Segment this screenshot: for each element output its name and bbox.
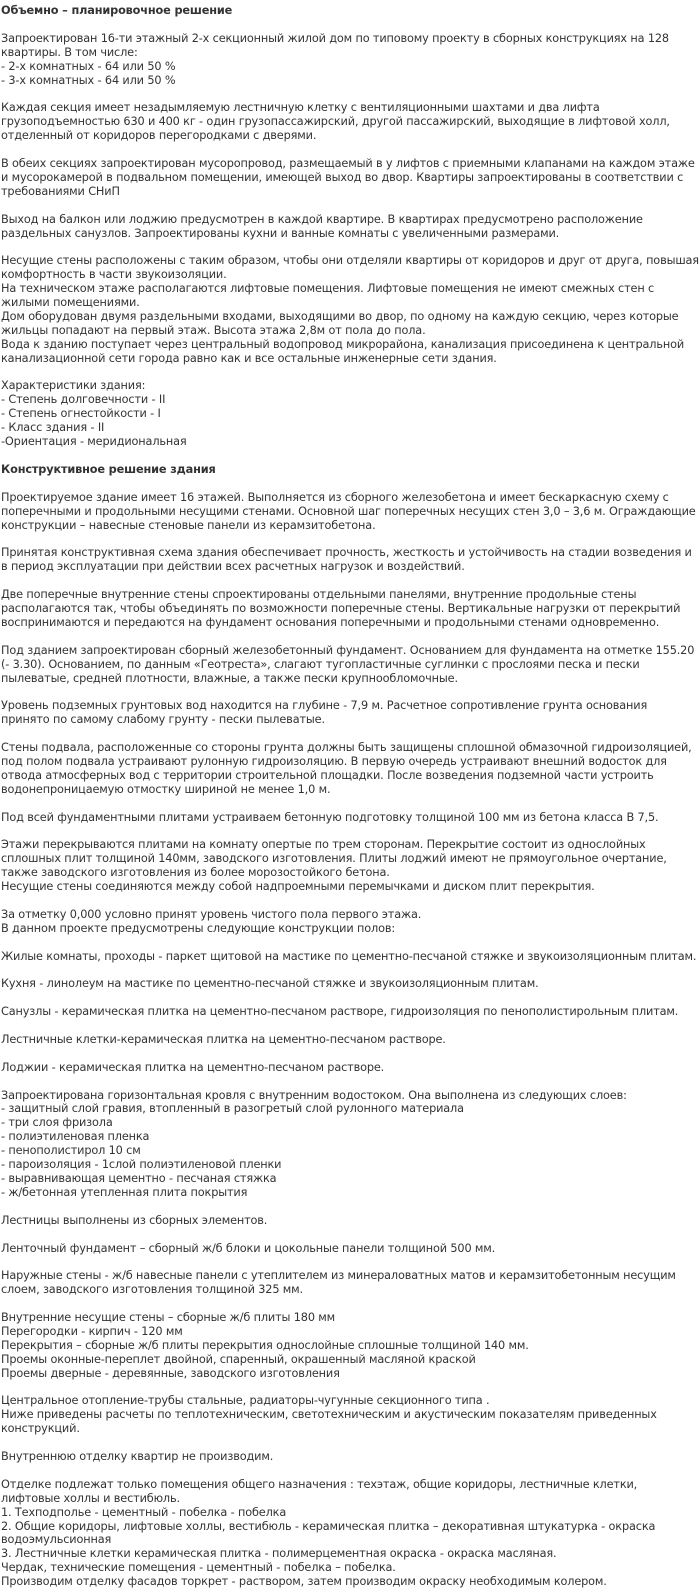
paragraph: Под всей фундаментными плитами устраиваем бетонную подготовку толщиной 100 мм из бетона класса В 7,5. [1,810,659,824]
paragraph: Центральное отопление-трубы стальные, радиаторы-чугунные секционного типа . Ниже приведены расчеты по теплотехническим, светотехническим и акустическим показателям приведенных конструкций. [1,1394,657,1436]
paragraph: Выход на балкон или лоджию предусмотрен в каждой квартире. В квартирах предусмотрено расположение раздельных санузлов. Запроектированы кухни и ванные комнаты с увеличенными размерами. [1,212,643,240]
floor-type-item: Лоджии - керамическая плитка на цементно-песчаном растворе. [1,1060,385,1074]
paragraph: Уровень подземных грунтовых вод находится на глубине - 7,9 м. Расчетное сопротивление грунта основания принято по самому слабому грунту - пески пылеватые. [1,699,648,727]
paragraph: Лестницы выполнены из сборных элементов. [1,1213,268,1227]
floor-type-item: Кухня - линолеум на мастике по цементно-песчаной стяжке и звукоизоляционным плитам. [1,977,539,991]
finishing-list: Отделке подлежат только помещения общего назначения : техэтаж, общие коридоры, лестничные клетки, лифтовые холлы и вестибюль. 1. Техподполье - цементный - побелка - побелка 2. Общие коридоры, лифтовые холлы, вестибюль - керамическая плитка – декоративная штукатурка - окраска водоэмульсионная 3. Лестничные клетки керамическая плитка - полимерцементная окраска - окраска масляная. Чердак, технические помещения - цементный - побелка – побелка. Производим отделку фасадов торкрет - раствором, затем производим окраску необходимым колером. [1,1477,656,1589]
paragraph: Ленточный фундамент – сборный ж/б блоки и цокольные панели толщиной 500 мм. [1,1241,496,1255]
paragraph: Запроектирован 16-ти этажный 2-х секционный жилой дом по типовому проекту в сборных конструкциях на 128 квартиры. В том числе: - 2-х комнатных - 64 или 50 % - 3-х комнатных - 64 или 50 % [1,31,669,87]
floor-type-item: Лестничные клетки-керамическая плитка на цементно-песчаном растворе. [1,1032,446,1046]
paragraph: За отметку 0,000 условно принят уровень чистого пола первого этажа. В данном проекте предусмотрены следующие конструкции полов: [1,907,422,935]
paragraph: Стены подвала, расположенные со стороны грунта должны быть защищены сплошной обмазочной гидроизоляцией, под полом подвала устраивают рулонную гидроизоляцию. В первую очередь устраивают внешний водосток для отвода атмосферных вод с территории строительной площадки. После возведения подземной части устроить водонепроницаемую отмостку шириной не менее 1,0 м. [1,741,692,796]
section-heading-planning: Объемно – планировочное решение [1,4,233,17]
paragraph: Внутреннюю отделку квартир не производим. [1,1450,274,1464]
paragraph: Этажи перекрываются плитами на комнату опертые по трем сторонам. Перекрытие состоит из однослойных сплошных плит толщиной 140мм, заводского изготовления. Плиты лоджий имеют не прямоугольное очертание, также заводского изготовления из более морозостойкого бетона. Несущие стены соединяются между собой надпроемными перемычками и диском плит перекрытия. [1,838,667,894]
materials-list: Внутренние несущие стены – сборные ж/б плиты 180 мм Перегородки - кирпич - 120 мм Перекрытия – сборные ж/б плиты перекрытия однослойные сплошные толщиной 140 мм. Проемы оконные-переплет двойной, спаренный, окрашенный масляной краской Проемы дверные - деревянные, заводского изготовления [1,1311,529,1380]
paragraph: Под зданием запроектирован сборный железобетонный фундамент. Основанием для фундамента на отметке 155.20 (- 3.30). Основанием, по данным «Геотреста», слагают тугопластичные суглинки с прослоями песка и пески пылеватые, средней плотности, влажные, а также пески крупнообломочные. [1,643,695,685]
section-heading-structural: Конструктивное решение здания [1,462,216,476]
building-characteristics: Характеристики здания: - Степень долговечности - II - Степень огнестойкости - I - Класс здания - II -Ориентация - меридиональная [1,379,187,449]
paragraph: Принятая конструктивная схема здания обеспечивает прочность, жесткость и устойчивость на стадии возведения и в период эксплуатации при действии всех расчетных нагрузок и воздействий. [1,546,692,574]
paragraph: Проектируемое здание имеет 16 этажей. Выполняется из сборного железобетона и имеет бескаркасную схему с поперечными и продольными несущими стенами. Основной шаг поперечных несущих стен 3,0 – 3,6 м. Ограждающие конструкции – навесные стеновые панели из керамзитобетона. [1,490,696,532]
paragraph: В обеих секциях запроектирован мусоропровод, размещаемый в у лифтов с приемными клапанами на каждом этаже и мусорокамерой в подвальном помещении, имеющей выход во двор. Квартиры запроектированы в соответствии с требованиями СНиП [1,157,695,198]
paragraph: Каждая секция имеет незадымляемую лестничную клетку с вентиляционными шахтами и два лифта грузоподъемностью 630 и 400 кг - один грузопассажирский, другой пассажирский, выходящие в лифтовой холл, отделенный от коридоров перегородками с дверями. [1,101,670,143]
paragraph: Две поперечные внутренние стены спроектированы отдельными панелями, внутренние продольные стены располагаются так, чтобы объединять по возможности поперечные стены. Вертикальные нагрузки от перекрытий воспринимаются и передаются на фундамент основания поперечными и продольными стенами одновременно. [1,588,681,629]
paragraph: Наружные стены - ж/б навесные панели с утеплителем из минераловатных матов и керамзитобетонным несущим слоем, заводского изготовления толщиной 325 мм. [1,1269,676,1297]
paragraph: Несущие стены расположены с таким образом, чтобы они отделяли квартиры от коридоров и друг от друга, повышая комфортность в части звукоизоляции. На техническом этаже располагаются лифтовые помещения. Лифтовые помещения не имеют смежных стен с жилыми помещениями. Дом оборудован двумя раздельными входами, выходящими во двор, по одному на каждую секцию, через которые жильцы попадают на первый этаж. Высота этажа 2,8м от пола до пола. Вода к зданию поступает через центральный водопровод микрорайона, канализация присоединена к центральной канализационной сети города равно как и все остальные инженерные сети здания. [1,254,699,365]
floor-type-item: Жилые комнаты, проходы - паркет щитовой на мастике по цементно-песчаной стяжке и звукоизоляционным плитам. [1,949,697,963]
roof-layers: Запроектирована горизонтальная кровля с внутренним водостоком. Она выполнена из следующих слоев: - защитный слой гравия, втопленный в разогретый слой рулонного материала - три слоя фризола - полиэтиленовая пленка - пенополистирол 10 см - пароизоляция - 1слой полиэтиленовой пленки - выравнивающая цементно - песчаная стяжка - ж/бетонная утепленная плита покрытия [1,1088,627,1199]
floor-type-item: Санузлы - керамическая плитка на цементно-песчаном растворе, гидроизоляция по пенополистирольным плитам. [1,1005,679,1019]
